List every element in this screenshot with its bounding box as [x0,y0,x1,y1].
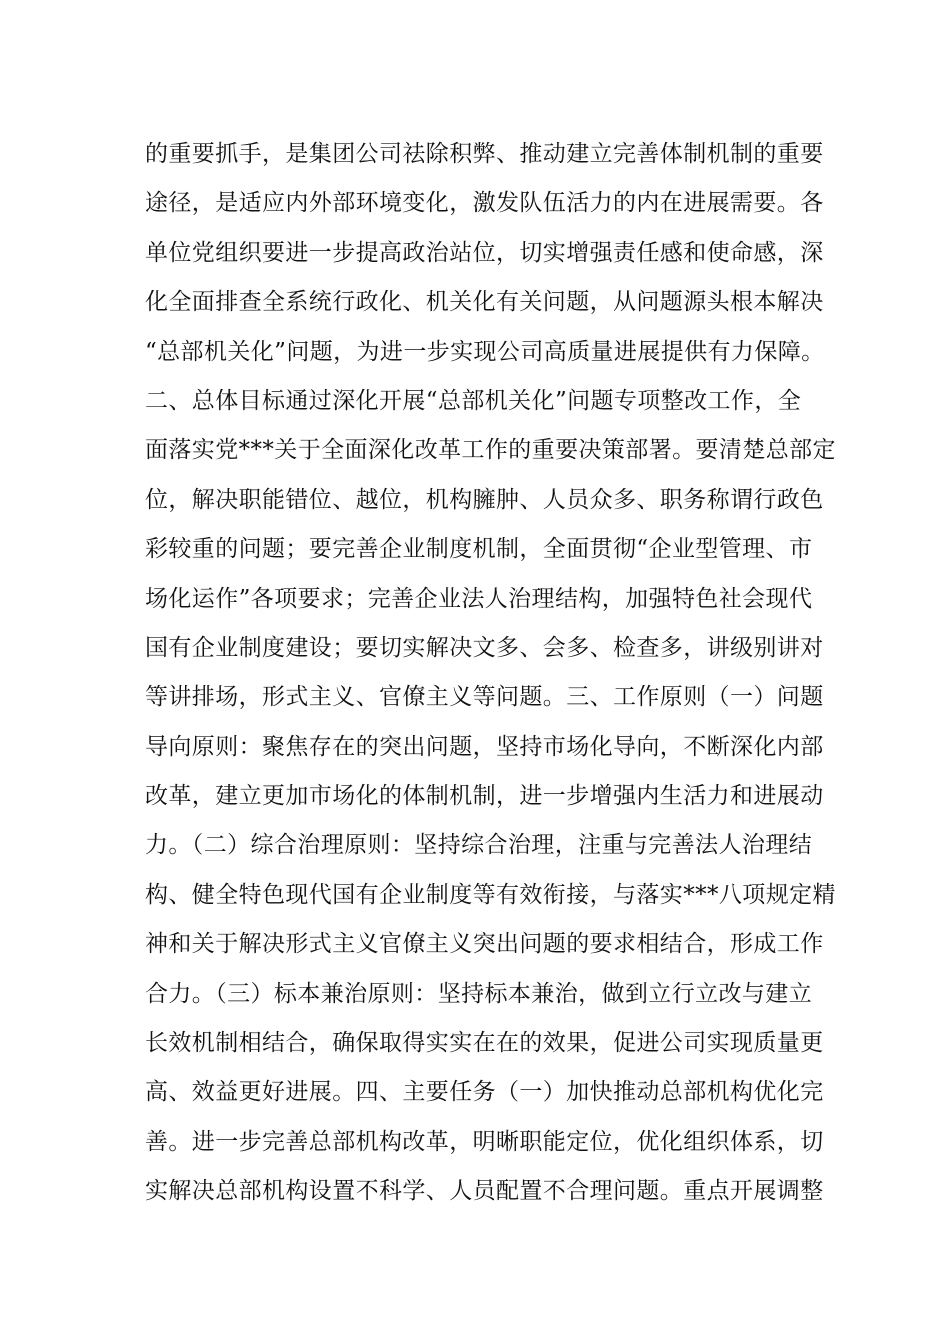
text-line: 善。进一步完善总部机构改革，明晰职能定位，优化组织体系，切 [145,1128,824,1155]
text-line: 化全面排查全系统行政化、机关化有关问题，从问题源头根本解决 [145,289,824,316]
text-line: 国有企业制度建设；要切实解决文多、会多、检查多，讲级别讲对 [145,634,824,661]
text-line: 神和关于解决形式主义官僚主义突出问题的要求相结合，形成工作 [145,931,824,958]
text-line: 二、总体目标通过深化开展“总部机关化”问题专项整改工作，全 [145,387,802,414]
text-line: 途径，是适应内外部环境变化，激发队伍活力的内在进展需要。各 [145,190,824,217]
text-line: 高、效益更好进展。四、主要任务（一）加快推动总部机构优化完 [145,1079,824,1106]
text-line: 面落实党***关于全面深化改革工作的重要决策部署。要清楚总部定 [145,437,836,464]
text-line: 构、健全特色现代国有企业制度等有效衔接，与落实***八项规定精 [145,881,836,908]
text-line: 位，解决职能错位、越位，机构臃肿、人员众多、职务称谓行政色 [145,486,824,513]
text-line: 等讲排场，形式主义、官僚主义等问题。三、工作原则（一）问题 [145,684,824,711]
text-line: 实解决总部机构设置不科学、人员配置不合理问题。重点开展调整 [145,1178,824,1205]
text-line: 导向原则：聚焦存在的突出问题，坚持市场化导向，不断深化内部 [145,733,824,760]
text-line: 长效机制相结合，确保取得实实在在的效果，促进公司实现质量更 [145,1030,824,1057]
text-line: 的重要抓手，是集团公司祛除积弊、推动建立完善体制机制的重要 [145,141,824,167]
text-line: 改革，建立更加市场化的体制机制，进一步增强内生活力和进展动 [145,783,824,810]
text-line: 力。（二）综合治理原则：坚持综合治理，注重与完善法人治理结 [145,832,813,859]
body-text [145,130,836,1217]
text-line: 彩较重的问题；要完善企业制度机制，全面贯彻“企业型管理、市 [145,536,813,563]
text-line: 合力。（三）标本兼治原则：坚持标本兼治，做到立行立改与建立 [145,980,813,1007]
text-line: 场化运作”各项要求；完善企业法人治理结构，加强特色社会现代 [145,585,813,612]
text-line: 单位党组织要进一步提高政治站位，切实增强责任感和使命感，深 [145,239,824,266]
text-line: “总部机关化”问题，为进一步实现公司高质量进展提供有力保障。 [145,338,825,365]
